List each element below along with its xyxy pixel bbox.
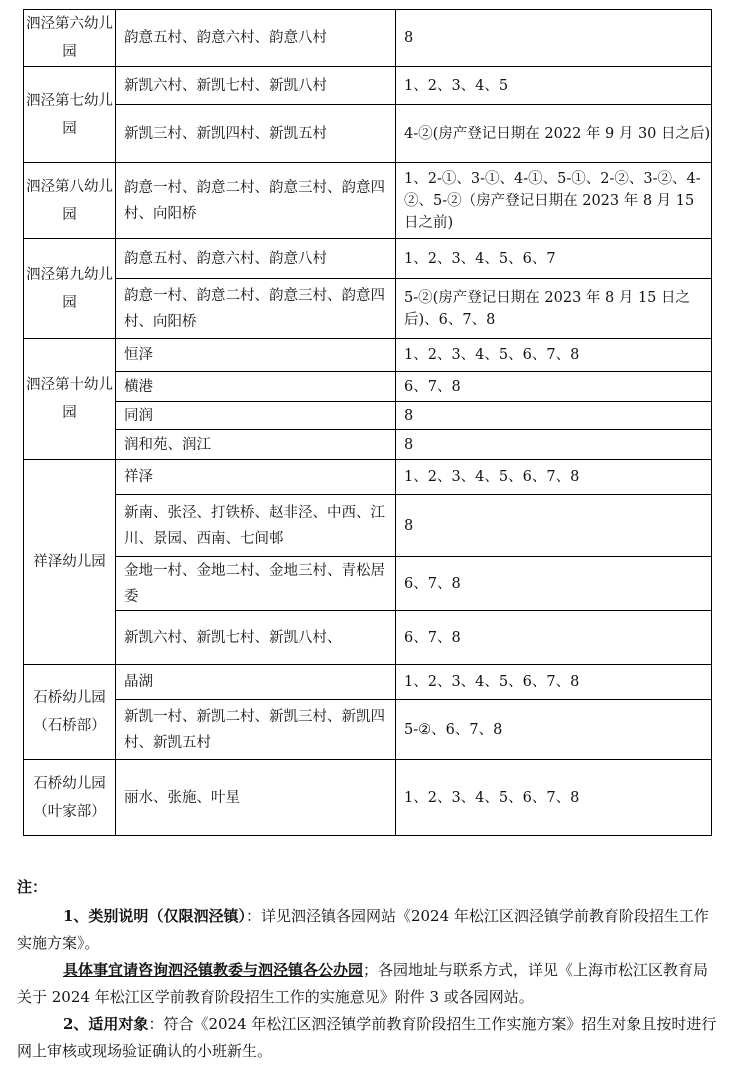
school-name-cell: 泗泾第七幼儿园	[24, 67, 116, 163]
area-cell: 润和苑、润江	[116, 430, 396, 460]
school-name-cell: 石桥幼儿园（叶家部）	[24, 760, 116, 836]
table-row	[24, 163, 712, 239]
school-name-cell: 泗泾第六幼儿园	[24, 10, 116, 67]
notes-label: 注：	[17, 878, 48, 896]
category-cell: 8	[396, 10, 712, 67]
category-cell: 6、7、8	[396, 611, 712, 665]
area-cell: 新凯一村、新凯二村、新凯三村、新凯四村、新凯五村	[116, 700, 396, 760]
category-cell: 6、7、8	[396, 372, 712, 402]
table-row	[24, 67, 712, 105]
note-1-head: 1、类别说明（仅限泗泾镇）	[63, 907, 246, 925]
area-cell: 同润	[116, 402, 396, 430]
table-row	[24, 495, 712, 557]
category-cell: 5-②、6、7、8	[396, 700, 712, 760]
area-cell: 韵意五村、韵意六村、韵意八村	[116, 239, 396, 279]
category-cell: 1、2、3、4、5、6、7、8	[396, 665, 712, 700]
area-cell: 恒泽	[116, 339, 396, 372]
category-cell: 1、2、3、4、5、6、7、8	[396, 760, 712, 836]
category-cell: 1、2、3、4、5	[396, 67, 712, 105]
table-row	[24, 557, 712, 611]
area-cell: 新凯六村、新凯七村、新凯八村、	[116, 611, 396, 665]
table-row	[24, 339, 712, 372]
table-row	[24, 611, 712, 665]
note-contact-head: 具体事宜请咨询泗泾镇教委与泗泾镇各公办园	[63, 961, 364, 979]
category-cell: 1、2-①、3-①、4-①、5-①、2-②、3-②、4-②、5-②（房产登记日期在 2023 年 8 月 15 日之前)	[396, 163, 712, 239]
category-cell: 6、7、8	[396, 557, 712, 611]
note-1	[17, 903, 717, 957]
area-cell: 丽水、张施、叶星	[116, 760, 396, 836]
note-contact	[17, 957, 717, 1011]
category-cell: 8	[396, 495, 712, 557]
note-2	[17, 1011, 717, 1065]
table-row	[24, 239, 712, 279]
note-1-body: ：详见泗泾镇各园网站《2024 年松江区泗泾镇学前教育阶段招生工作实施方案》。	[17, 907, 709, 952]
category-cell: 1、2、3、4、5、6、7	[396, 239, 712, 279]
area-cell: 新南、张泾、打铁桥、赵非泾、中西、江川、景园、西南、七间邨	[116, 495, 396, 557]
table-row	[24, 760, 712, 836]
table-row	[24, 402, 712, 430]
area-cell: 韵意五村、韵意六村、韵意八村	[116, 10, 396, 67]
area-cell: 韵意一村、韵意二村、韵意三村、韵意四村、向阳桥	[116, 279, 396, 339]
table-row	[24, 279, 712, 339]
table-row	[24, 430, 712, 460]
category-cell: 4-②(房产登记日期在 2022 年 9 月 30 日之后)	[396, 105, 712, 163]
area-cell: 新凯三村、新凯四村、新凯五村	[116, 105, 396, 163]
table-row	[24, 665, 712, 700]
table-row	[24, 105, 712, 163]
admission-zone-table	[23, 9, 712, 836]
school-name-cell: 泗泾第十幼儿园	[24, 339, 116, 460]
school-name-cell: 祥泽幼儿园	[24, 460, 116, 665]
area-cell: 晶湖	[116, 665, 396, 700]
category-cell: 1、2、3、4、5、6、7、8	[396, 339, 712, 372]
school-name-cell: 泗泾第九幼儿园	[24, 239, 116, 339]
school-name-cell: 泗泾第八幼儿园	[24, 163, 116, 239]
area-cell: 韵意一村、韵意二村、韵意三村、韵意四村、向阳桥	[116, 163, 396, 239]
area-cell: 横港	[116, 372, 396, 402]
area-cell: 祥泽	[116, 460, 396, 495]
note-2-body: ：符合《2024 年松江区泗泾镇学前教育阶段招生工作实施方案》招生对象且按时进行网上审核或现场验证确认的小班新生。	[17, 1015, 717, 1060]
table-row	[24, 372, 712, 402]
table-row	[24, 700, 712, 760]
school-name-cell: 石桥幼儿园（石桥部）	[24, 665, 116, 760]
category-cell: 8	[396, 402, 712, 430]
notes-section	[17, 874, 717, 1065]
category-cell: 1、2、3、4、5、6、7、8	[396, 460, 712, 495]
category-cell: 8	[396, 430, 712, 460]
table-row	[24, 460, 712, 495]
note-contact-body: ；各园地址与联系方式，详见《上海市松江区教育局关于 2024 年松江区学前教育阶段招生工作的实施意见》附件 3 或各园网站。	[17, 961, 709, 1006]
category-cell: 5-②(房产登记日期在 2023 年 8 月 15 日之后)、6、7、8	[396, 279, 712, 339]
table-row	[24, 10, 712, 67]
area-cell: 金地一村、金地二村、金地三村、青松居委	[116, 557, 396, 611]
note-2-head: 2、适用对象	[63, 1015, 149, 1033]
area-cell: 新凯六村、新凯七村、新凯八村	[116, 67, 396, 105]
